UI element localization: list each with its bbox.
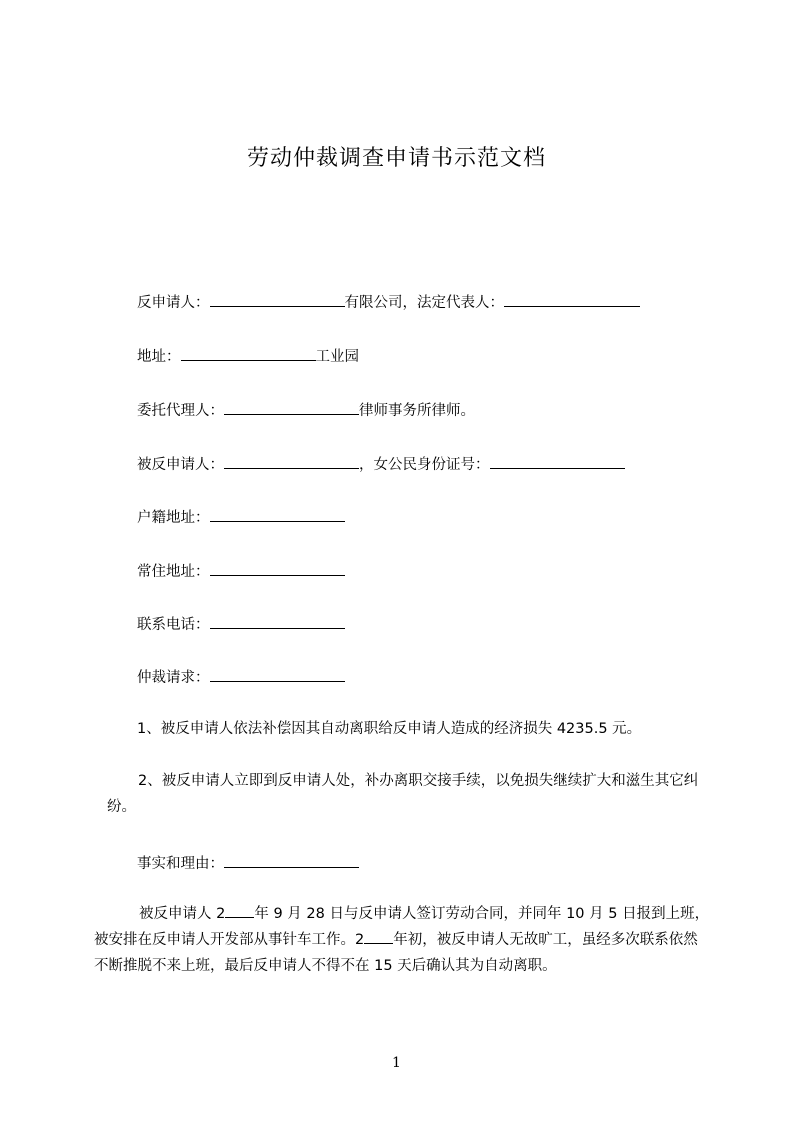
claims-line (137, 666, 345, 688)
claim-item-1: 1、被反申请人依法补偿因其自动离职给反申请人造成的经济损失 4235.5 元。 (137, 721, 642, 737)
respondent-line (137, 291, 640, 313)
year-blank-2 (364, 928, 393, 944)
facts-paragraph (94, 901, 712, 979)
facts-label: 事实和理由： (137, 856, 224, 872)
respondent-company-suffix: 有限公司，法定代表人： (344, 295, 504, 311)
agent-suffix: 律师事务所律师。 (359, 403, 475, 419)
phone-line (137, 613, 345, 635)
claim-item-2: 2、被反申请人立即到反申请人处，补办离职交接手续，以免损失继续扩大和滋生其它纠纷。 (107, 773, 699, 815)
page-number: 1 (392, 1055, 401, 1071)
page-title: 劳动仲裁调查申请书示范文档 (246, 146, 546, 171)
facts-text-part-1: 被反申请人 2 (139, 906, 226, 922)
residence-address-blank (210, 560, 345, 576)
phone-blank (210, 613, 345, 629)
respondent-label: 反申请人： (137, 295, 210, 311)
residence-address-label: 常住地址： (137, 564, 210, 580)
applicant-label: 被反申请人： (137, 457, 224, 473)
agent-blank (224, 399, 359, 415)
facts-text-part-3: 年初，被反申请人无故旷工，虽经多次联系依然不断推脱不来上班，最后反申请人不得不在 15 天后确认其为自动离职。 (94, 932, 698, 974)
facts-text-part-2: 年 9 月 28 日与反申请人签订劳动合同，并同年 10 月 5 日报到上班，被安排在反申请人开发部从事针车工作。2 (94, 906, 710, 948)
residence-address-line (137, 560, 345, 582)
claims-blank (210, 666, 345, 682)
address-suffix: 工业园 (315, 349, 359, 365)
address-blank (181, 345, 316, 361)
applicant-line (137, 453, 625, 475)
agent-label: 委托代理人： (137, 403, 224, 419)
agent-line (137, 399, 475, 421)
household-address-blank (210, 506, 345, 522)
facts-blank (224, 852, 359, 868)
id-number-blank (490, 453, 625, 469)
respondent-name-blank (210, 291, 345, 307)
household-address-label: 户籍地址： (137, 510, 210, 526)
address-line (137, 345, 359, 367)
year-blank-1 (225, 902, 254, 918)
applicant-name-blank (224, 453, 359, 469)
claims-label: 仲裁请求： (137, 670, 210, 686)
phone-label: 联系电话： (137, 617, 210, 633)
address-label: 地址： (137, 349, 181, 365)
applicant-id-label: ，女公民身份证号： (359, 457, 490, 473)
legal-representative-blank (504, 291, 640, 307)
facts-line (137, 852, 359, 874)
household-address-line (137, 506, 345, 528)
